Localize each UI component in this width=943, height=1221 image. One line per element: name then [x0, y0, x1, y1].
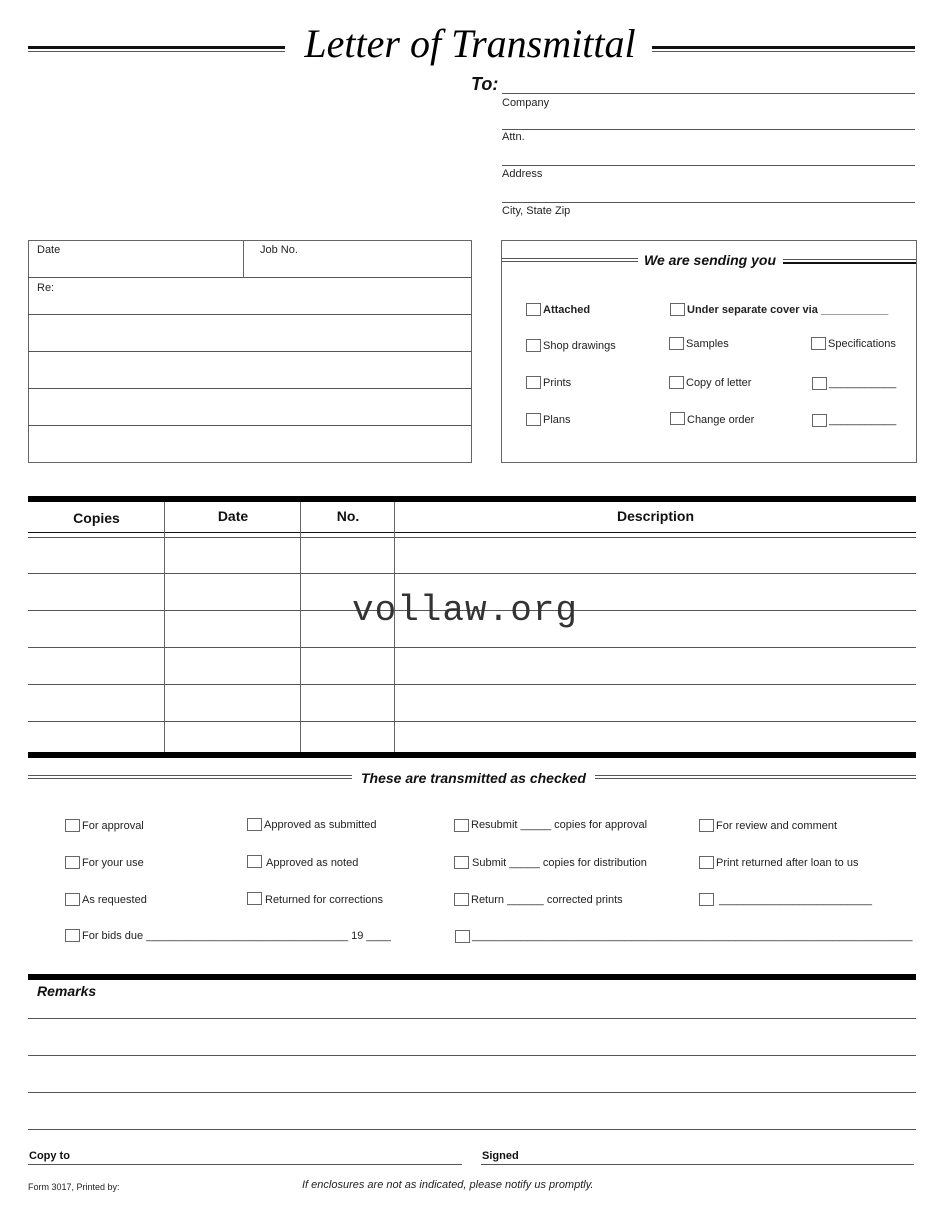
watermark: vollaw.org — [352, 590, 579, 631]
prints-label: Prints — [543, 377, 572, 389]
specifications-label: Specifications — [828, 338, 896, 350]
as-requested-checkbox[interactable] — [65, 893, 80, 906]
signed-field[interactable] — [481, 1164, 914, 1165]
returned-for-corrections-label: Returned for corrections — [265, 894, 383, 906]
other-line-blank[interactable]: ________________________________________________________________________ — [472, 930, 913, 942]
transmitted-heading: These are transmitted as checked — [357, 770, 590, 786]
for-bids-due-label[interactable]: For bids due _________________________________ 19 ____ — [82, 930, 391, 942]
review-comment-checkbox[interactable] — [699, 819, 714, 832]
remarks-top-rule — [28, 974, 916, 980]
remarks-line-1[interactable] — [28, 1000, 916, 1018]
attached-label: Attached — [543, 304, 591, 316]
for-approval-label: For approval — [82, 820, 144, 832]
table-row[interactable] — [28, 648, 916, 684]
copy-to-field[interactable] — [28, 1164, 462, 1165]
change-order-checkbox[interactable] — [670, 412, 685, 425]
as-requested-label: As requested — [82, 894, 147, 906]
transmitted-rule-left — [28, 775, 352, 780]
change-order-label: Change order — [687, 414, 755, 426]
approved-as-noted-checkbox[interactable] — [247, 855, 262, 868]
table-bottom-rule — [28, 752, 916, 758]
plans-label: Plans — [543, 414, 571, 426]
specifications-checkbox[interactable] — [811, 337, 826, 350]
job-no-field[interactable] — [244, 256, 471, 276]
other-1-checkbox[interactable] — [812, 377, 827, 390]
other-line-checkbox[interactable] — [455, 930, 470, 943]
col-date-header: Date — [217, 508, 249, 524]
company-label: Company — [502, 97, 550, 109]
plans-checkbox[interactable] — [526, 413, 541, 426]
re-line-5[interactable] — [29, 426, 471, 462]
table-row[interactable] — [28, 538, 916, 573]
shop-drawings-label: Shop drawings — [543, 340, 616, 352]
re-label: Re: — [37, 282, 55, 294]
other-2-checkbox[interactable] — [812, 414, 827, 427]
returned-for-corrections-checkbox[interactable] — [247, 892, 262, 905]
remarks-line-4[interactable] — [28, 1093, 916, 1129]
table-top-rule — [28, 496, 916, 502]
approved-as-submitted-checkbox[interactable] — [247, 818, 262, 831]
approved-as-submitted-label: Approved as submitted — [264, 819, 377, 831]
for-approval-checkbox[interactable] — [65, 819, 80, 832]
page-title: Letter of Transmittal — [304, 21, 636, 66]
for-your-use-checkbox[interactable] — [65, 856, 80, 869]
submit-label[interactable]: Submit _____ copies for distribution — [472, 857, 647, 869]
footer-notice: If enclosures are not as indicated, please notify us promptly. — [302, 1179, 594, 1191]
sending-heading: We are sending you — [640, 252, 780, 268]
other-1-blank[interactable]: ___________ — [829, 377, 897, 389]
title-rule-left — [28, 46, 285, 54]
resubmit-checkbox[interactable] — [454, 819, 469, 832]
title-rule-right — [652, 46, 915, 54]
transmitted-rule-right — [595, 775, 916, 780]
address-field[interactable] — [502, 165, 915, 166]
other-2-blank[interactable]: ___________ — [829, 414, 897, 426]
submit-checkbox[interactable] — [454, 856, 469, 869]
copy-to-label: Copy to — [29, 1150, 70, 1162]
shop-drawings-checkbox[interactable] — [526, 339, 541, 352]
attn-field[interactable] — [502, 129, 915, 130]
table-row[interactable] — [28, 685, 916, 721]
sending-rule-left — [502, 258, 638, 263]
samples-label: Samples — [686, 338, 729, 350]
city-state-zip-label: City, State Zip — [502, 205, 571, 217]
return-checkbox[interactable] — [454, 893, 469, 906]
address-label: Address — [502, 168, 543, 180]
other-3-checkbox[interactable] — [699, 893, 714, 906]
approved-as-noted-label: Approved as noted — [266, 857, 359, 869]
form-number: Form 3017, Printed by: — [28, 1182, 120, 1192]
separate-cover-checkbox[interactable] — [670, 303, 685, 316]
job-no-label: Job No. — [260, 244, 298, 256]
for-your-use-label: For your use — [82, 857, 144, 869]
copy-of-letter-label: Copy of letter — [686, 377, 752, 389]
samples-checkbox[interactable] — [669, 337, 684, 350]
copy-of-letter-checkbox[interactable] — [669, 376, 684, 389]
re-line-4[interactable] — [29, 389, 471, 425]
re-line-2[interactable] — [29, 315, 471, 351]
remarks-line-2[interactable] — [28, 1019, 916, 1055]
review-comment-label: For review and comment — [716, 820, 838, 832]
remarks-line-3[interactable] — [28, 1056, 916, 1092]
remarks-rule — [28, 1129, 916, 1130]
prints-checkbox[interactable] — [526, 376, 541, 389]
date-field[interactable] — [29, 256, 242, 276]
for-bids-due-checkbox[interactable] — [65, 929, 80, 942]
city-state-zip-field[interactable] — [502, 202, 915, 203]
table-row[interactable] — [28, 722, 916, 752]
to-company-field[interactable] — [502, 93, 915, 94]
sending-rule-right — [783, 259, 916, 264]
re-field[interactable] — [29, 278, 471, 314]
remarks-label: Remarks — [37, 983, 97, 999]
signed-label: Signed — [482, 1150, 519, 1162]
date-label: Date — [37, 244, 61, 256]
col-description-header: Description — [616, 508, 694, 524]
print-returned-checkbox[interactable] — [699, 856, 714, 869]
header-rule — [28, 532, 916, 533]
other-3-blank[interactable]: _________________________ — [719, 894, 872, 906]
attn-label: Attn. — [502, 131, 525, 143]
print-returned-label: Print returned after loan to us — [716, 857, 859, 869]
col-copies-header: Copies — [73, 510, 120, 526]
resubmit-label[interactable]: Resubmit _____ copies for approval — [471, 819, 648, 831]
separate-cover-label: Under separate cover via ___________ — [687, 304, 889, 316]
to-label: To: — [471, 74, 499, 94]
return-label[interactable]: Return ______ corrected prints — [471, 894, 623, 906]
col-no-header: No. — [336, 508, 360, 524]
attached-checkbox[interactable] — [526, 303, 541, 316]
re-line-3[interactable] — [29, 352, 471, 388]
